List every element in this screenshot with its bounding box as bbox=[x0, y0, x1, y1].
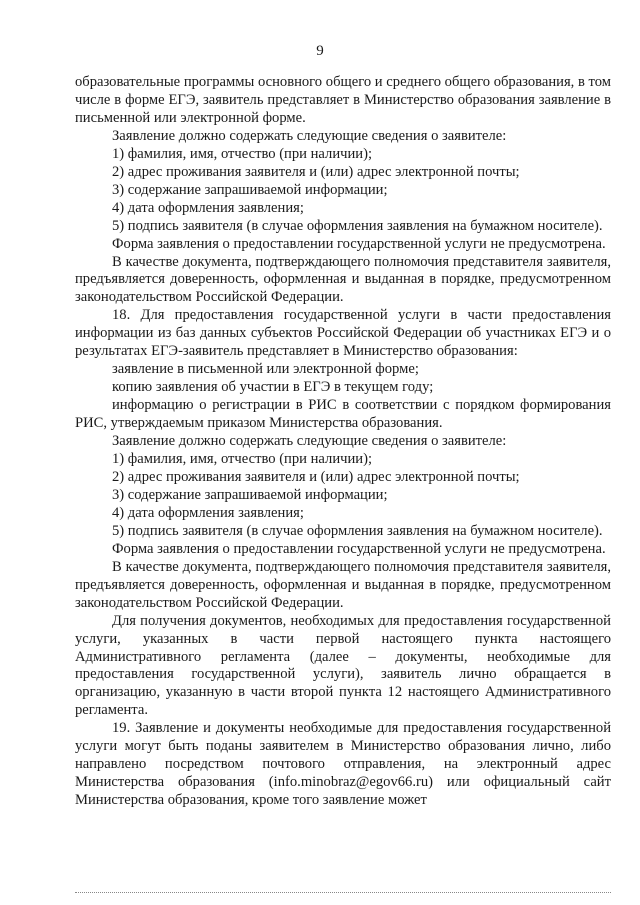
paragraph: Заявление должно содержать следующие сведения о заявителе: bbox=[112, 433, 507, 450]
paragraph: Форма заявления о предоставлении государственной услуги не предусмотрена. bbox=[112, 540, 606, 557]
paragraph: 2) адрес проживания заявителя и (или) адрес электронной почты; bbox=[112, 163, 520, 180]
document-body bbox=[75, 74, 611, 810]
paragraph: копию заявления об участии в ЕГЭ в текущем году; bbox=[112, 379, 434, 396]
paragraph: 19. Заявление и документы необходимые для предоставления государственной услуги могут быть поданы заявителем в Министерство образования лично, либо направлено посредством почтового отправления, на электронный адрес Министерства образования (info.minobraz@egov66.ru) или официальный сайт Министерства образования, кроме того заявление может bbox=[75, 720, 611, 809]
paragraph: образовательные программы основного общего и среднего общего образования, в том числе в форме ЕГЭ, заявитель представляет в Министерство образования заявление в письменной или электронной форме. bbox=[75, 74, 611, 126]
bottom-scan-edge bbox=[75, 892, 611, 893]
paragraph: 3) содержание запрашиваемой информации; bbox=[112, 181, 388, 198]
paragraph: 2) адрес проживания заявителя и (или) адрес электронной почты; bbox=[112, 468, 520, 485]
paragraph: 4) дата оформления заявления; bbox=[112, 504, 304, 521]
paragraph: В качестве документа, подтверждающего полномочия представителя заявителя, предъявляется доверенность, оформленная и выданная в порядке, предусмотренном законодательством Российской Федерации. bbox=[75, 253, 611, 306]
paragraph: 1) фамилия, имя, отчество (при наличии); bbox=[112, 145, 373, 162]
paragraph: заявление в письменной или электронной форме; bbox=[112, 361, 419, 378]
paragraph: Форма заявления о предоставлении государственной услуги не предусмотрена. bbox=[112, 235, 606, 252]
paragraph: 1) фамилия, имя, отчество (при наличии); bbox=[112, 451, 373, 468]
paragraph: 4) дата оформления заявления; bbox=[112, 199, 304, 216]
paragraph: Для получения документов, необходимых для предоставления государственной услуги, указанных в части первой настоящего пункта настоящего Административного регламента (далее – документы, необходимые для предоставления государственной услуги), заявитель лично обращается в организацию, указанную в части второй пункта 12 настоящего Административного регламента. bbox=[75, 612, 611, 719]
paragraph: 5) подпись заявителя (в случае оформления заявления на бумажном носителе). bbox=[112, 522, 603, 539]
paragraph: информацию о регистрации в РИС в соответствии с порядком формирования РИС, утверждаемым приказом Министерства образования. bbox=[75, 397, 611, 432]
paragraph: 3) содержание запрашиваемой информации; bbox=[112, 486, 388, 503]
paragraph: Заявление должно содержать следующие сведения о заявителе: bbox=[112, 127, 507, 144]
paragraph: 18. Для предоставления государственной услуги в части предоставления информации из баз данных субъектов Российской Федерации об участниках ЕГЭ и о результатах ЕГЭ-заявитель представляет в Министерство образования: bbox=[75, 307, 611, 360]
paragraph: В качестве документа, подтверждающего полномочия представителя заявителя, предъявляется доверенность, оформленная и выданная в порядке, предусмотренном законодательством Российской Федерации. bbox=[75, 558, 611, 611]
page-number: 9 bbox=[316, 43, 324, 59]
paragraph: 5) подпись заявителя (в случае оформления заявления на бумажном носителе). bbox=[112, 217, 603, 234]
